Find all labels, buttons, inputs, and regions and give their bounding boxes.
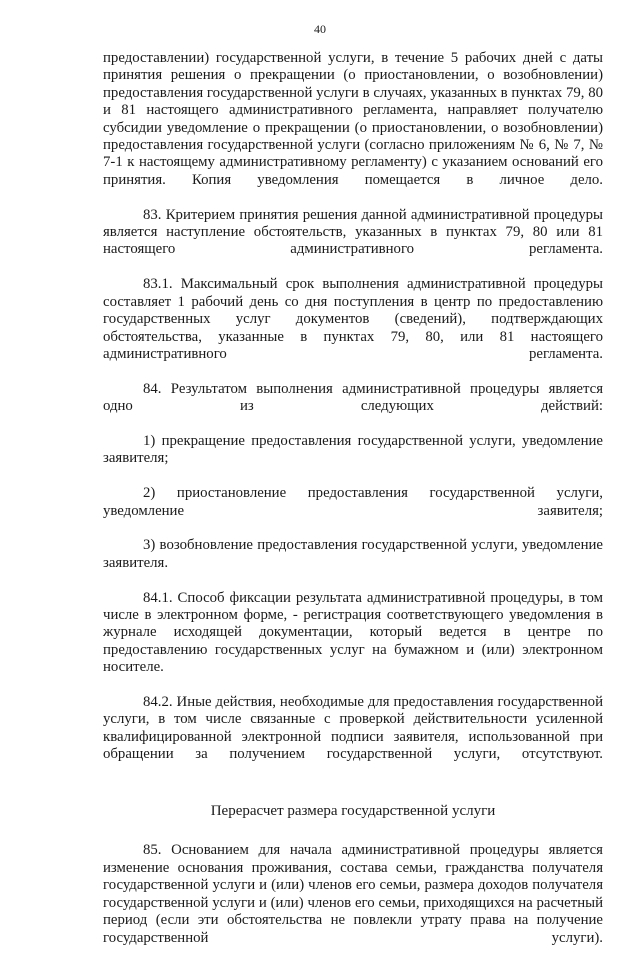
page-number: 40	[314, 22, 326, 36]
paragraph-83: 83. Критерием принятия решения данной административной процедуры является наступление обстоятельств, указанных в пунктах 79, 80 или 81 настоящего административного регламента.	[103, 206, 603, 258]
section-heading: Перерасчет размера государственной услуги	[210, 803, 496, 820]
paragraph-83-1: 83.1. Максимальный срок выполнения административной процедуры составляет 1 рабочий день со дня поступления в центр по предоставлению государственных услуг документов (сведений), подтверждающих обстоятельства, указанные в пунктах 79, 80, или 81 настоящего административного регламента.	[103, 276, 603, 362]
list-item-1: 1) прекращение предоставления государственной услуги, уведомление заявителя;	[103, 432, 603, 467]
paragraph-84-1: 84.1. Способ фиксации результата административной процедуры, в том числе в электронном форме, - регистрация соответствующего уведомления в журнале исходящей документации, который ведется в центре по предоставлению государственных услуг на бумажном и (или) электронном носителе.	[103, 589, 603, 676]
list-item-3: 3) возобновление предоставления государственной услуги, уведомление заявителя.	[103, 537, 603, 571]
paragraph-85: 85. Основанием для начала административной процедуры является изменение основания проживания, состава семьи, гражданства получателя государственной услуги и (или) членов его семьи, размера доходов получателя государственной услуги и (или) членов его семьи, приходящихся на расчетный период (если эти обстоятельства не повлекли утрату права на получение государственной услуги).	[103, 842, 603, 946]
document-body	[103, 50, 603, 964]
list-item-2: 2) приостановление предоставления государственной услуги, уведомление заявителя;	[103, 485, 603, 519]
paragraph-84: 84. Результатом выполнения административной процедуры является одно из следующих действий:	[103, 380, 603, 415]
paragraph-84-2: 84.2. Иные действия, необходимые для предоставления государственной услуги, в том числе связанные с проверкой действительности усиленной квалифицированной электронной подписи заявителя, использованной при обращении за получением государственной услуги, отсутствуют.	[103, 694, 603, 763]
paragraph-continuation: предоставлении) государственной услуги, в течение 5 рабочих дней с даты принятия решения о прекращении (о приостановлении, о возобновлении) предоставления государственной услуги в случаях, указанных в пунктах 79, 80 и 81 настоящего административного регламента, направляет получателю субсидии уведомление о прекращении (о приостановлении, о возобновлении) предоставления государственной услуги (согласно приложениям № 6, № 7, № 7-1 к настоящему административному регламенту) с указанием оснований его принятия. Копия уведомления помещается в личное дело.	[103, 50, 603, 188]
